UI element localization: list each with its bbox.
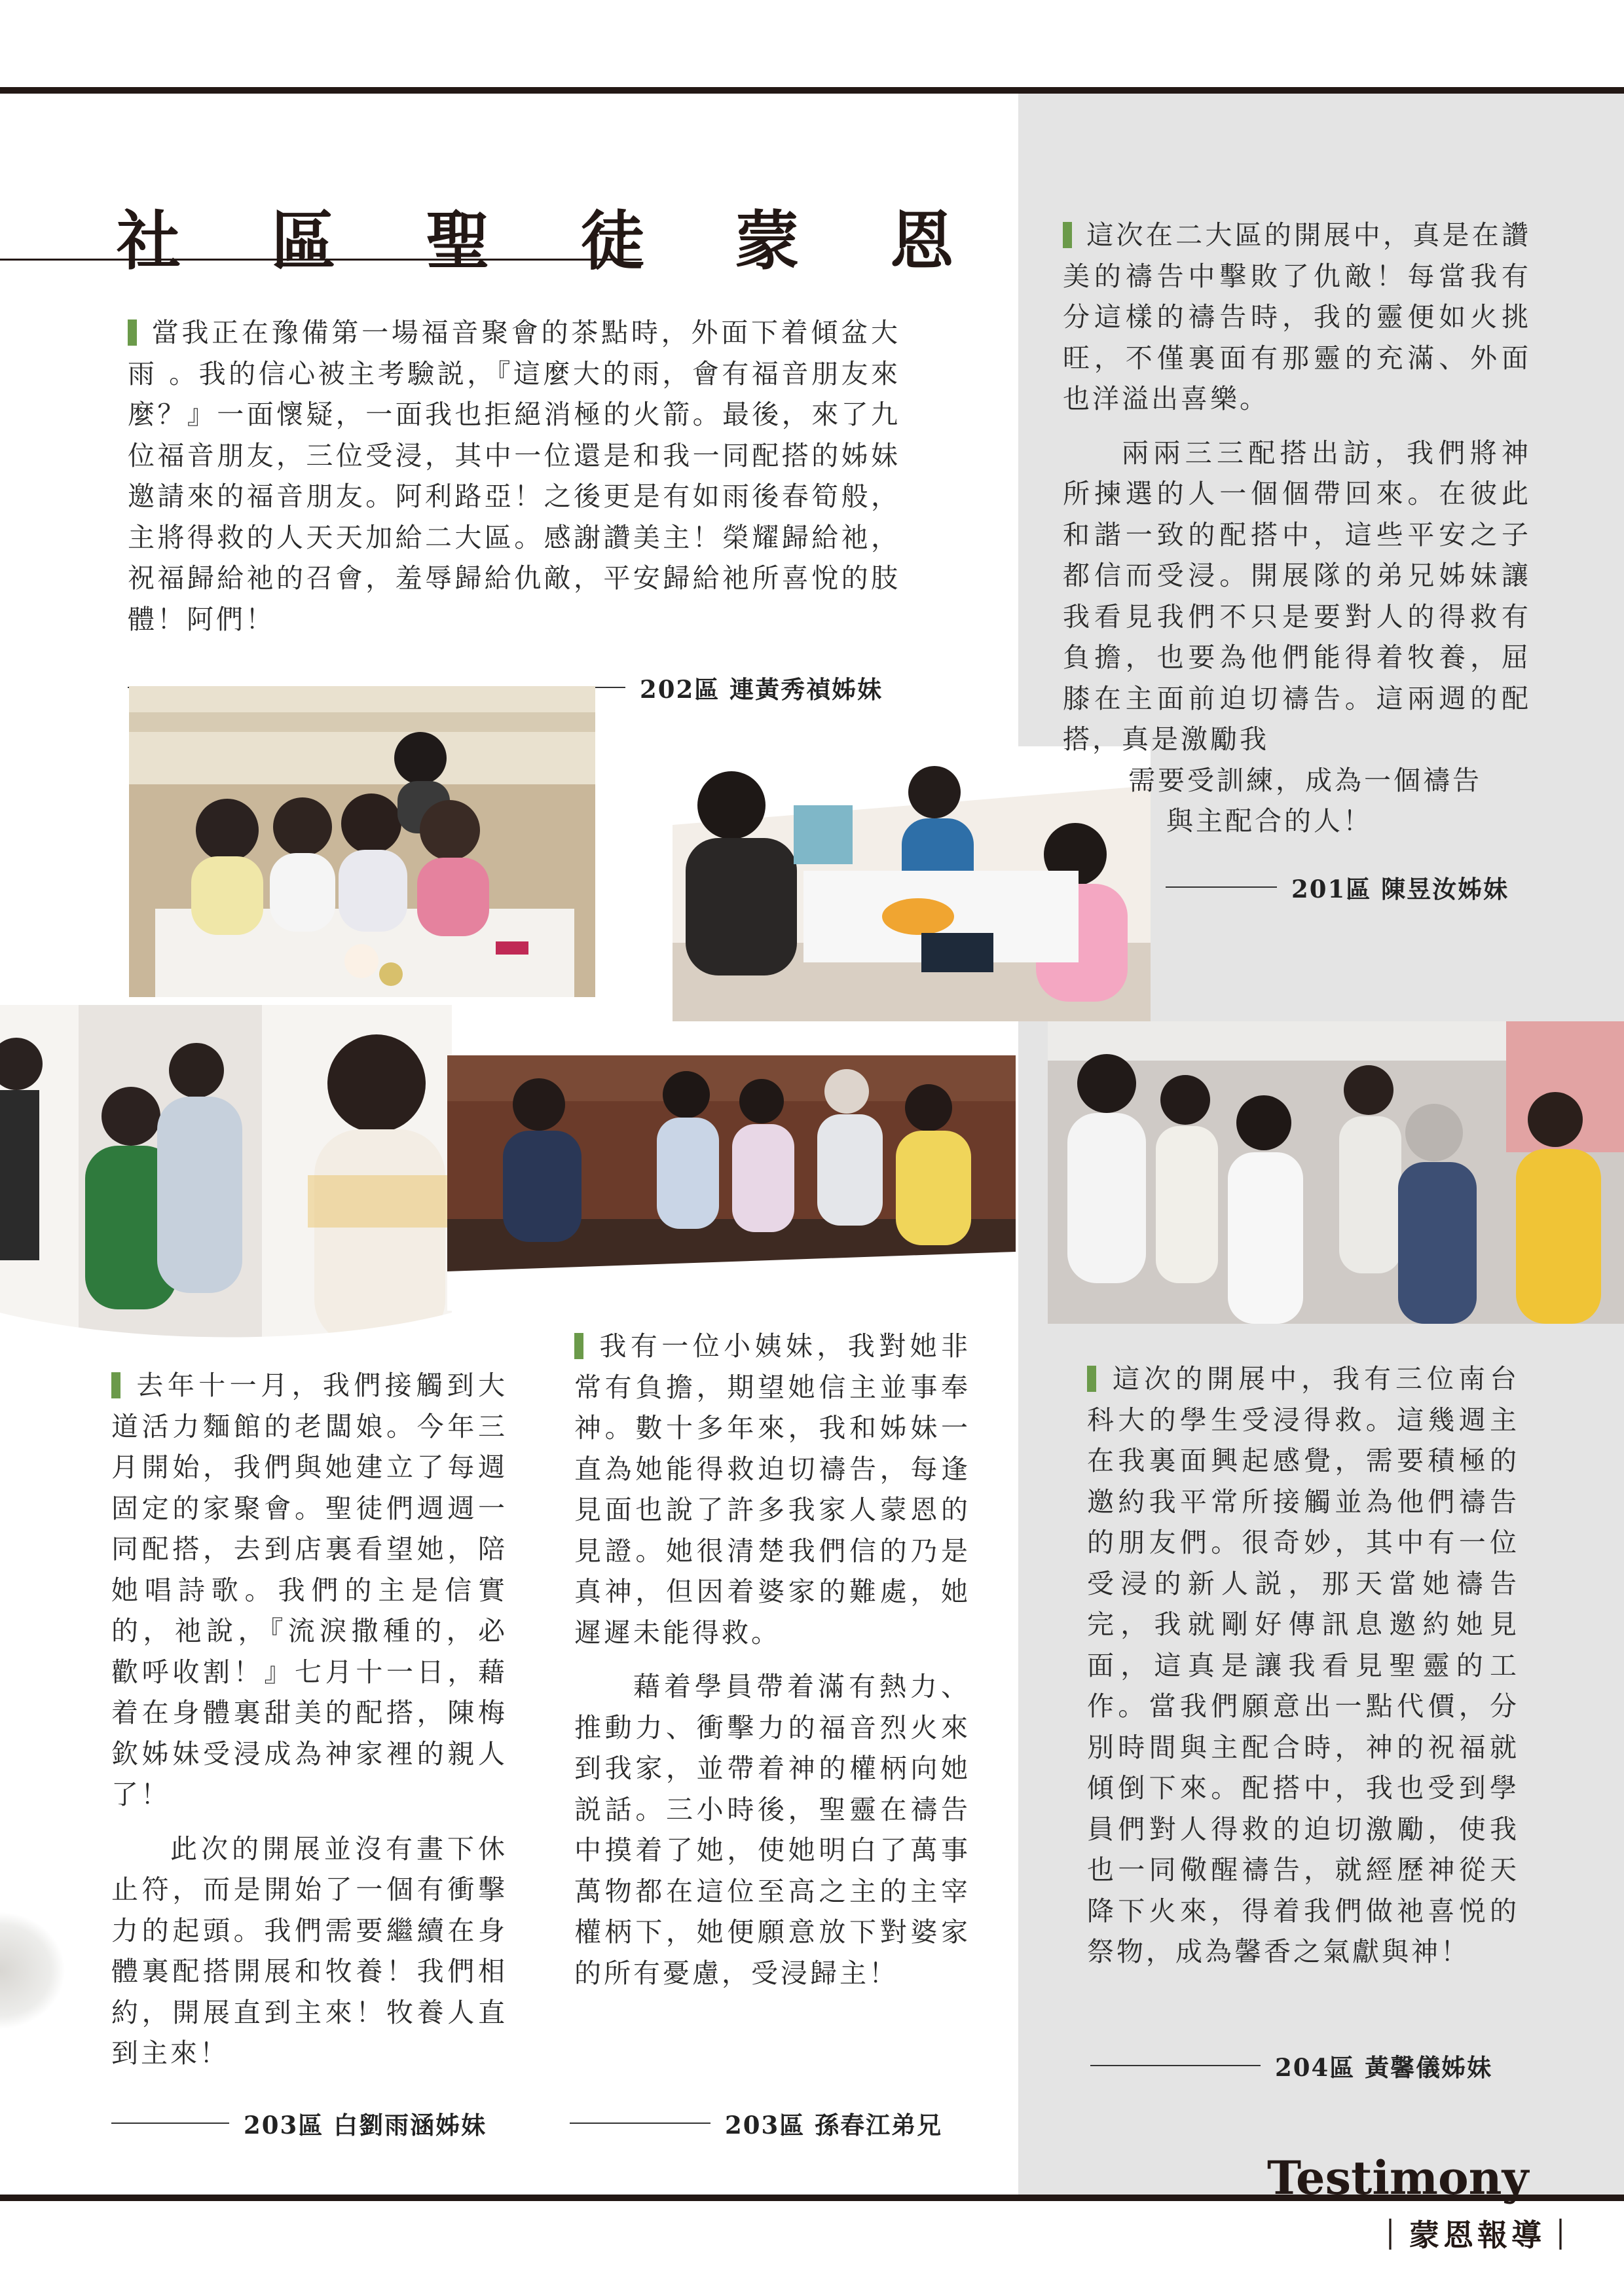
section-label: Testimony (1267, 2151, 1529, 2205)
article-5-paragraph-1: 這次的開展中，我有三位南台科大的學生受浸得救。這幾週主在我裏面興起感覺，需要積極的邀約我平常所接觸並為他們禱告的朋友們。很奇妙，其中有一位受浸的新人説，那天當她禱告完，我就剛好傳訊息邀約她見面，這真是讓我看見聖靈的工作。當我們願意出一點代價，分別時間與主配合時，神的祝福就傾倒下來。配搭中，我也受到學員們對人得救的迫切激勵，使我也一同儆醒禱告，就經歷神從天降下火來，得着我們做祂喜悦的祭物，成為馨香之氣獻與神！ (1087, 1363, 1519, 1967)
signature-rule (570, 2123, 710, 2124)
article-1-text: 當我正在豫備第一場福音聚會的茶點時，外面下着傾盆大雨 。我的信心被主考驗説，『這麼大的雨，會有福音朋友來麼？』一面懷疑，一面我也拒絕消極的火箭。最後，來了九位福音朋友，三位受浸，其中一位還是和我一同配搭的姊妹邀請來的福音朋友。阿利路亞！之後更是有如雨後春筍般，主將得救的人天天加給二大區。感謝讚美主！榮耀歸給祂，祝福歸給祂的召會，羞辱歸給仇敵，平安歸給祂所喜悅的肢體！阿們！ (128, 317, 900, 635)
signature-rule (111, 2123, 229, 2124)
article-2-tail-1: 需要受訓練，成為一個禱告 (1128, 764, 1482, 796)
signature-text: 202區 連黃秀禎姊妹 (640, 675, 883, 704)
article-3-signature (111, 2105, 487, 2141)
accent-bar (111, 1372, 120, 1398)
article-3-paragraph-1: 去年十一月，我們接觸到大道活力麵館的老闆娘。今年三月開始，我們與她建立了每週固定的家聚會。聖徒們週週一同配搭，去到店裏看望她，陪她唱詩歌。我們的主是信實的，祂說，『流淚撒種的，必歡呼收割！』七月十一日，藉着在身體裏甜美的配搭，陳梅欽姊妹受浸成為神家裡的親人了！ (111, 1370, 507, 1810)
photo-right-group (1048, 1021, 1624, 1324)
photo-sofa-group (447, 1055, 1016, 1311)
accent-bar (128, 319, 137, 346)
signature-text: 201區 陳昱汝姊妹 (1291, 875, 1509, 903)
article-1 (128, 312, 900, 653)
article-2-tail-2: 與主配合的人！ (1166, 805, 1373, 837)
photo-cheering-group (0, 1005, 452, 1345)
decorative-edge-shape (0, 1912, 65, 2030)
article-4-paragraph-2: 藉着學員帶着滿有熱力、推動力、衝擊力的福音烈火來到我家，並帶着神的權柄向她説話。三小時後，聖靈在禱告中摸着了她，使她明白了萬事萬物都在這位至高之主的主宰權柄下，她便願意放下對婆家的所有憂慮，受浸歸主！ (574, 1671, 970, 1989)
article-5 (1087, 1358, 1519, 1986)
accent-bar (574, 1333, 583, 1359)
page-title: 社 區 聖 徒 蒙 恩 (117, 204, 988, 279)
accent-bar (1063, 222, 1072, 248)
signature-rule (1090, 2065, 1261, 2066)
article-2-paragraph-1: 這次在二大區的開展中，真是在讚美的禱告中擊敗了仇敵！每當我有分這樣的禱告時，我的靈便如火挑旺，不僅裏面有那靈的充滿、外面也洋溢出喜樂。 (1063, 219, 1531, 414)
article-3 (111, 1365, 507, 2087)
article-2-signature (1166, 869, 1509, 905)
signature-text: 204區 黃馨儀姊妹 (1275, 2053, 1493, 2082)
article-2 (1063, 215, 1531, 842)
article-2-paragraph-2: 兩兩三三配搭出訪，我們將神所揀選的人一個個帶回來。在彼此和諧一致的配搭中，這些平安之子都信而受浸。開展隊的弟兄姊妹讓我看見我們不只是要對人的得救有負擔，也要為他們能得着牧養，屈膝在主面前迫切禱告。這兩週的配搭，真是激勵我 (1063, 437, 1531, 755)
article-4-paragraph-1: 我有一位小姨妹，我對她非常有負擔，期望她信主並事奉神。數十多年來，我和姊妹一直為她能得救迫切禱告，每逢見面也說了許多我家人蒙恩的見證。她很清楚我們信的乃是真神，但因着婆家的難處，她遲遲未能得救。 (574, 1330, 970, 1649)
article-4-signature (570, 2105, 942, 2141)
top-rule (0, 87, 1624, 94)
magazine-section-name: ｜蒙恩報導｜ (1375, 2217, 1579, 2253)
signature-text: 203區 孫春江弟兄 (725, 2111, 943, 2140)
photo-dinner-group (129, 686, 595, 997)
article-5-signature (1090, 2048, 1492, 2083)
accent-bar (1087, 1366, 1096, 1392)
signature-rule (1166, 886, 1277, 888)
signature-text: 203區 白劉雨涵姊妹 (244, 2111, 487, 2140)
article-3-paragraph-2: 此次的開展並沒有畫下休止符，而是開始了一個有衝擊力的起頭。我們需要繼續在身體裏配搭開展和牧養！我們相約，開展直到主來！牧養人直到主來！ (111, 1832, 507, 2069)
article-4 (574, 1326, 970, 2007)
